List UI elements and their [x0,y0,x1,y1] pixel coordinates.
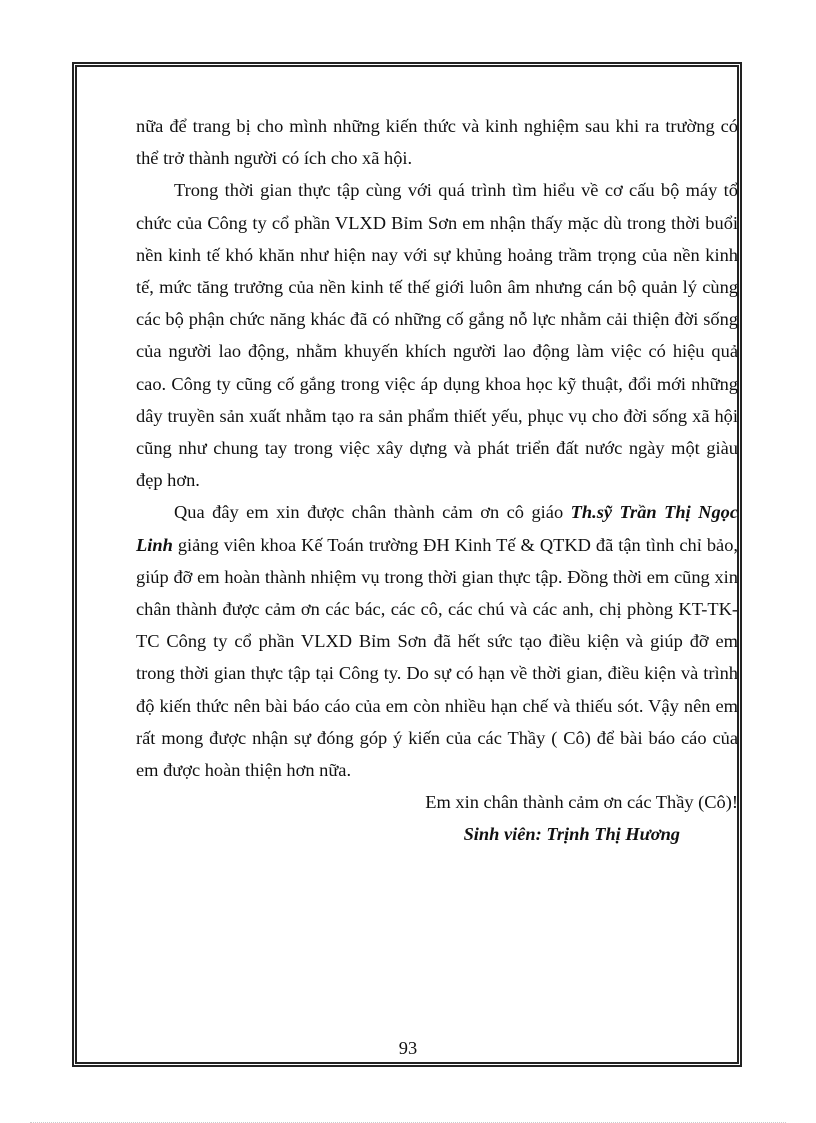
paragraph-acknowledgements [136,496,738,786]
document-body [136,110,738,851]
paragraph-continuation: nữa để trang bị cho mình những kiến thức và kinh nghiệm sau khi ra trường có thể trở thành người có ích cho xã hội. [136,116,738,169]
paragraph-internship-observations: Trong thời gian thực tập cùng với quá trình tìm hiểu về cơ cấu bộ máy tổ chức của Công ty cổ phần VLXD Bỉm Sơn em nhận thấy mặc dù trong thời buổi nền kinh tế khó khăn như hiện nay với sự khủng hoảng trầm trọng của nền kinh tế, mức tăng trưởng của nền kinh tế thế giới luôn âm nhưng cán bộ quản lý cùng các bộ phận chức năng khác đã có những cố gắng nỗ lực nhằm cải thiện đời sống của người lao động, nhằm khuyến khích người lao động làm việc có hiệu quả cao. Công ty cũng cố gắng trong việc áp dụng khoa học kỹ thuật, đổi mới những dây truyền sản xuất nhằm tạo ra sản phẩm thiết yếu, phục vụ cho đời sống xã hội cũng như chung tay trong việc xây dựng và phát triển đất nước ngày một giàu đẹp hơn. [136,180,738,491]
closing-line: Em xin chân thành cảm ơn các Thầy (Cô)! [425,792,738,813]
page-number: 93 [398,1038,418,1058]
acknowledgement-intro: Qua đây em xin được chân thành cảm ơn cô giáo [174,502,571,523]
teacher-name: Th.sỹ Trần Thị Ngọc Linh [136,502,738,555]
acknowledgement-body: giảng viên khoa Kế Toán trường ĐH Kinh Tế & QTKD đã tận tình chỉ bảo, giúp đỡ em hoàn thành nhiệm vụ trong thời gian thực tập. Đồng thời em cũng xin chân thành được cảm ơn các bác, các cô, các chú và các anh, chị phòng KT-TK-TC Công ty cổ phần VLXD Bỉm Sơn đã hết sức tạo điều kiện và giúp đỡ em trong thời gian thực tập tại Công ty. Do sự có hạn về thời gian, điều kiện và trình độ kiến thức nên bài báo cáo của em còn nhiều hạn chế và thiếu sót. Vậy nên em rất mong được nhận sự đóng góp ý kiến của các Thầy ( Cô) để bài báo cáo của em được hoàn thiện hơn nữa. [136,534,738,781]
student-signature: Sinh viên: Trịnh Thị Hương [463,824,680,845]
